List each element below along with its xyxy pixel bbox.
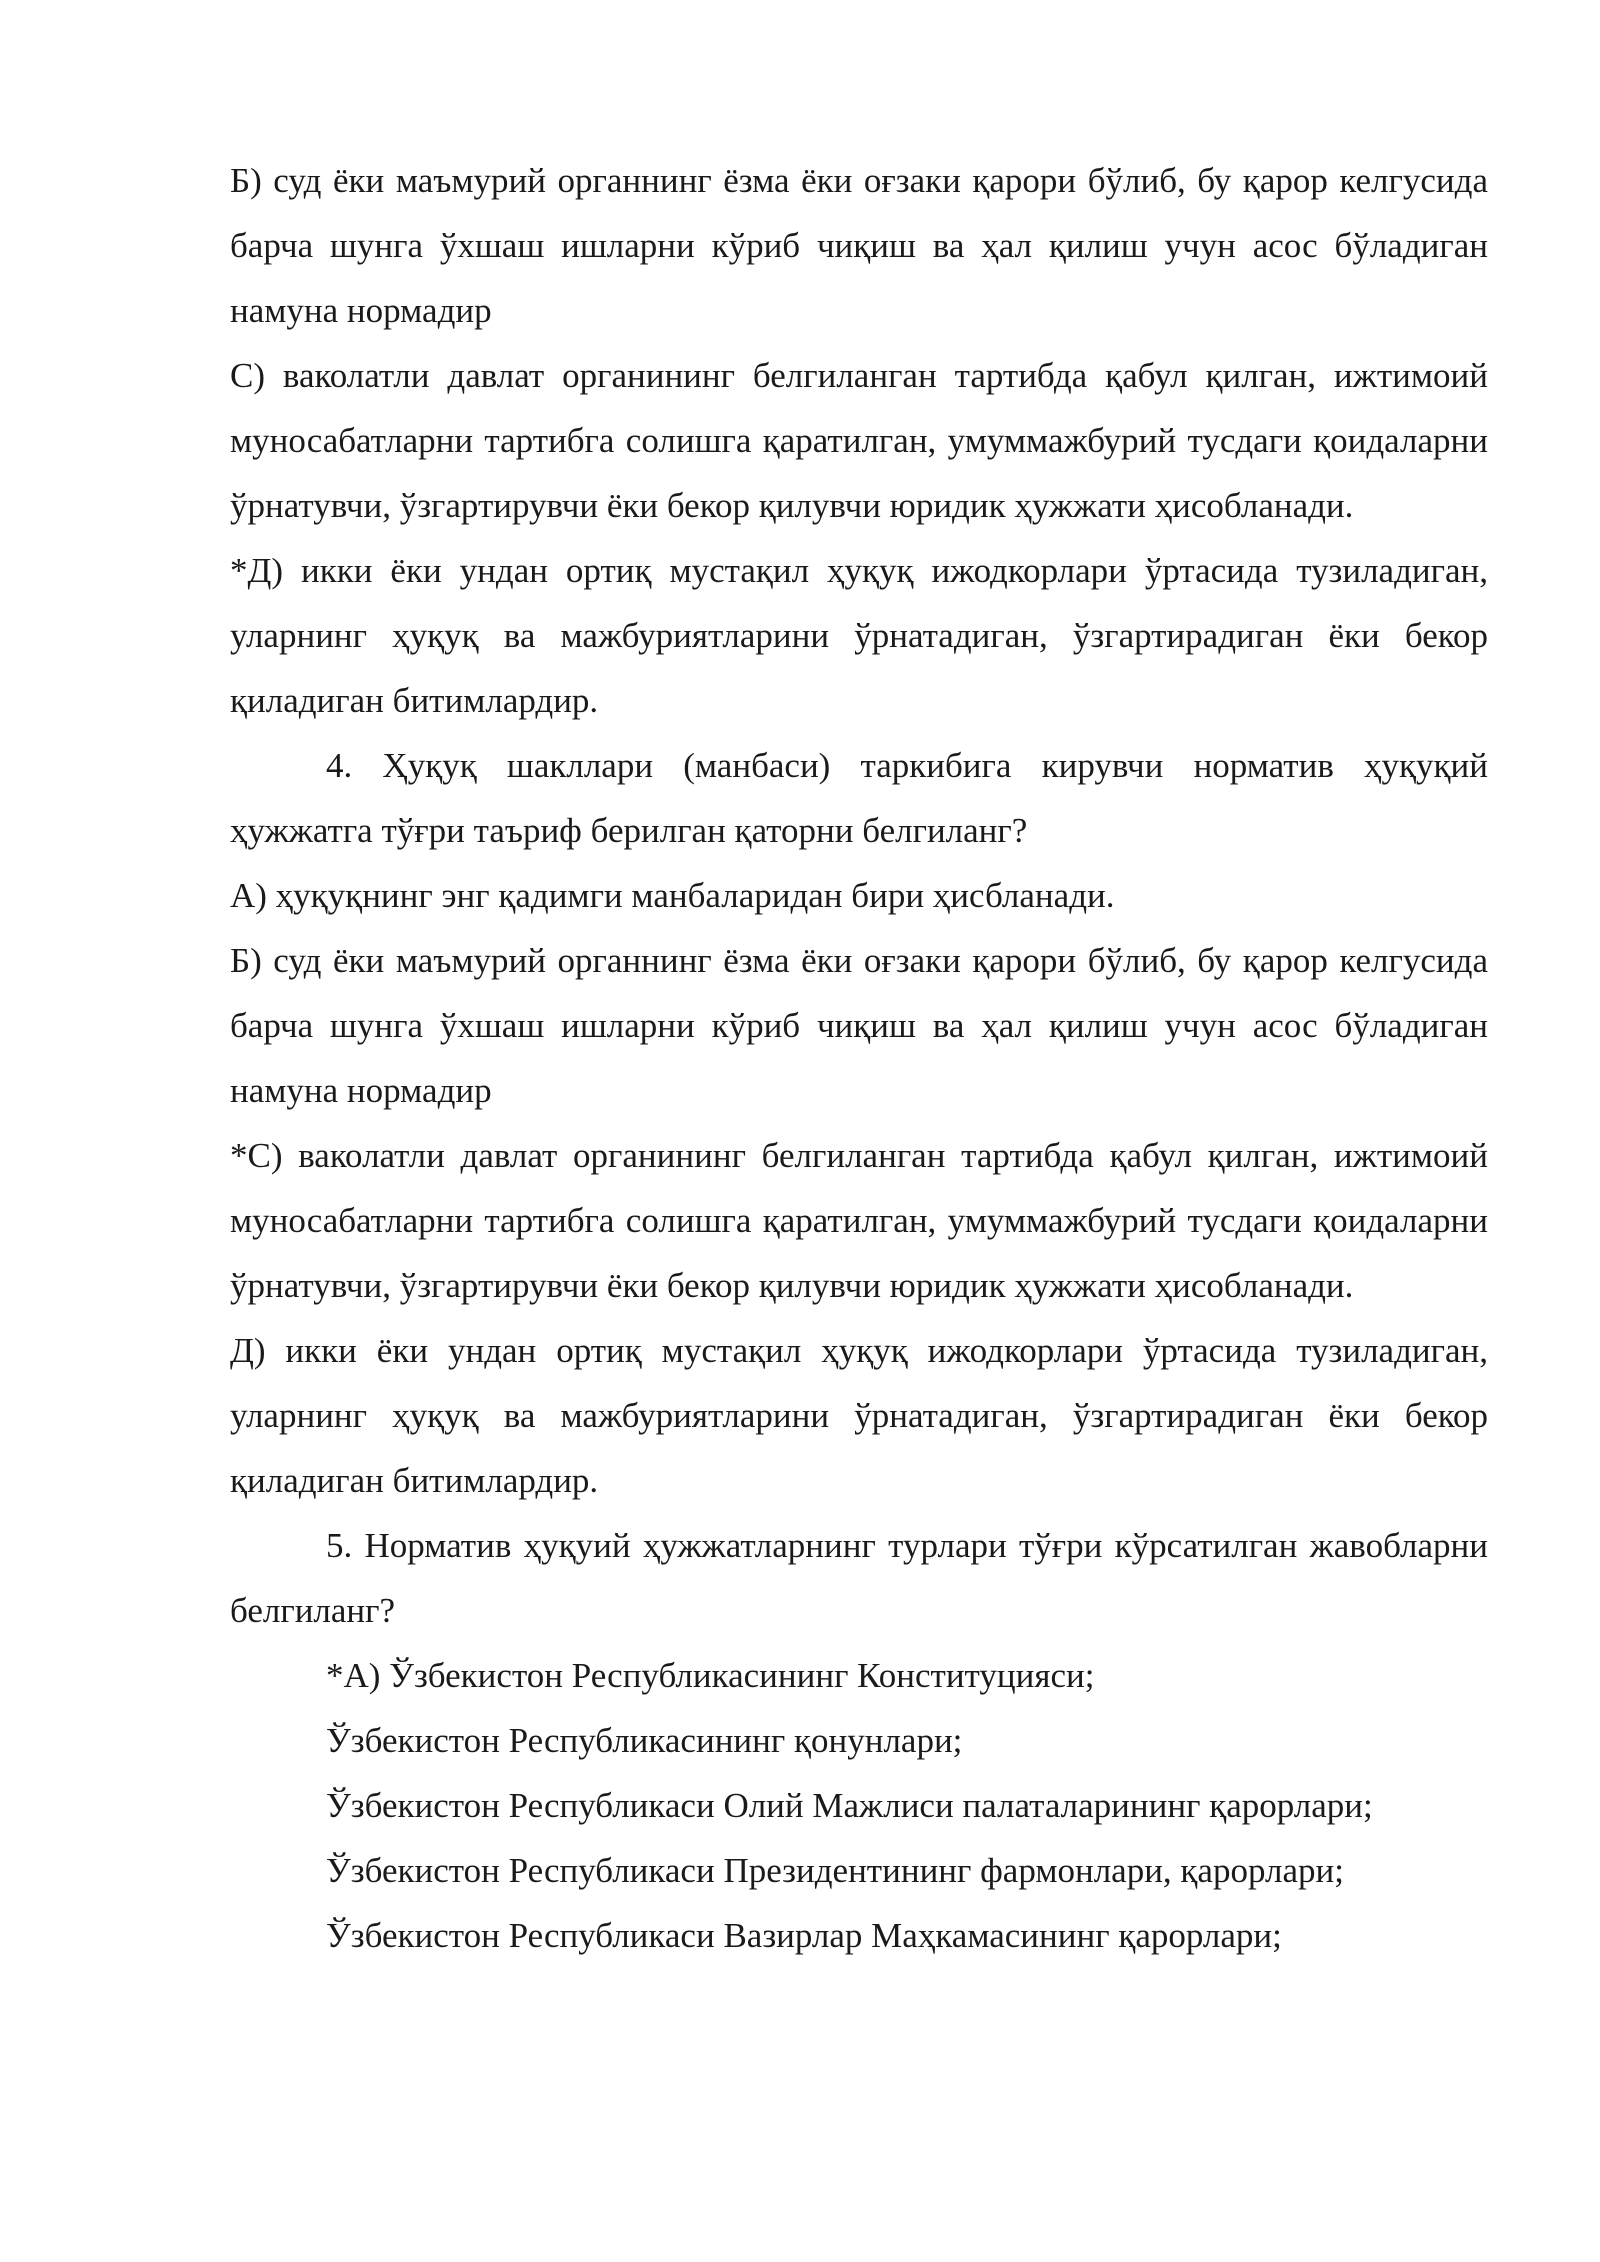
answer-list-item: Ўзбекистон Республикаси Олий Мажлиси палаталарининг қарорлари;	[326, 1786, 1373, 1825]
answer-list-item: Ўзбекистон Республикасининг қонунлари;	[326, 1721, 963, 1760]
answer-list-item: Ўзбекистон Республикаси Вазирлар Маҳкамасининг қарорлари;	[326, 1916, 1282, 1955]
question-4: 4. Ҳуқуқ шакллари (манбаси) таркибига кирувчи норматив ҳуқуқий ҳужжатга тўғри таъриф берилган қаторни белгиланг?	[230, 746, 1488, 850]
document-page	[230, 148, 1488, 1968]
answer-list-item: Ўзбекистон Республикаси Президентининг фармонлари, қарорлари;	[326, 1851, 1344, 1890]
answer-d-q4: Д) икки ёки ундан ортиқ мустақил ҳуқуқ ижодкорлари ўртасида тузиладиган, уларнинг ҳуқуқ ва мажбуриятларини ўрнатадиган, ўзгартирадиган ёки бекор қиладиган битимлардир.	[230, 1331, 1488, 1500]
answer-b-q4: Б) суд ёки маъмурий органнинг ёзма ёки оғзаки қарори бўлиб, бу қарор келгусида барча шунга ўхшаш ишларни кўриб чиқиш ва ҳал қилиш учун асос бўладиган намуна нормадир	[230, 941, 1488, 1110]
answer-d-q3: *Д) икки ёки ундан ортиқ мустақил ҳуқуқ ижодкорлари ўртасида тузиладиган, уларнинг ҳуқуқ ва мажбуриятларини ўрнатадиган, ўзгартирадиган ёки бекор қиладиган битимлардир.	[230, 551, 1488, 720]
answer-c-q4: *С) ваколатли давлат органининг белгиланган тартибда қабул қилган, ижтимоий муносабатларни тартибга солишга қаратилган, умуммажбурий тусдаги қоидаларни ўрнатувчи, ўзгартирувчи ёки бекор қилувчи юридик ҳужжати ҳисобланади.	[230, 1136, 1488, 1305]
answer-a-q4: А) ҳуқуқнинг энг қадимги манбаларидан бири ҳисбланади.	[230, 876, 1115, 915]
answer-c-q3: С) ваколатли давлат органининг белгиланган тартибда қабул қилган, ижтимоий муносабатларни тартибга солишга қаратилган, умуммажбурий тусдаги қоидаларни ўрнатувчи, ўзгартирувчи ёки бекор қилувчи юридик ҳужжати ҳисобланади.	[230, 356, 1488, 525]
question-5: 5. Норматив ҳуқуий ҳужжатларнинг турлари тўғри кўрсатилган жавобларни белгиланг?	[230, 1526, 1488, 1630]
answer-b-q3: Б) суд ёки маъмурий органнинг ёзма ёки оғзаки қарори бўлиб, бу қарор келгусида барча шунга ўхшаш ишларни кўриб чиқиш ва ҳал қилиш учун асос бўладиган намуна нормадир	[230, 161, 1488, 330]
answer-list-item: *А) Ўзбекистон Республикасининг Конституцияси;	[326, 1656, 1095, 1695]
